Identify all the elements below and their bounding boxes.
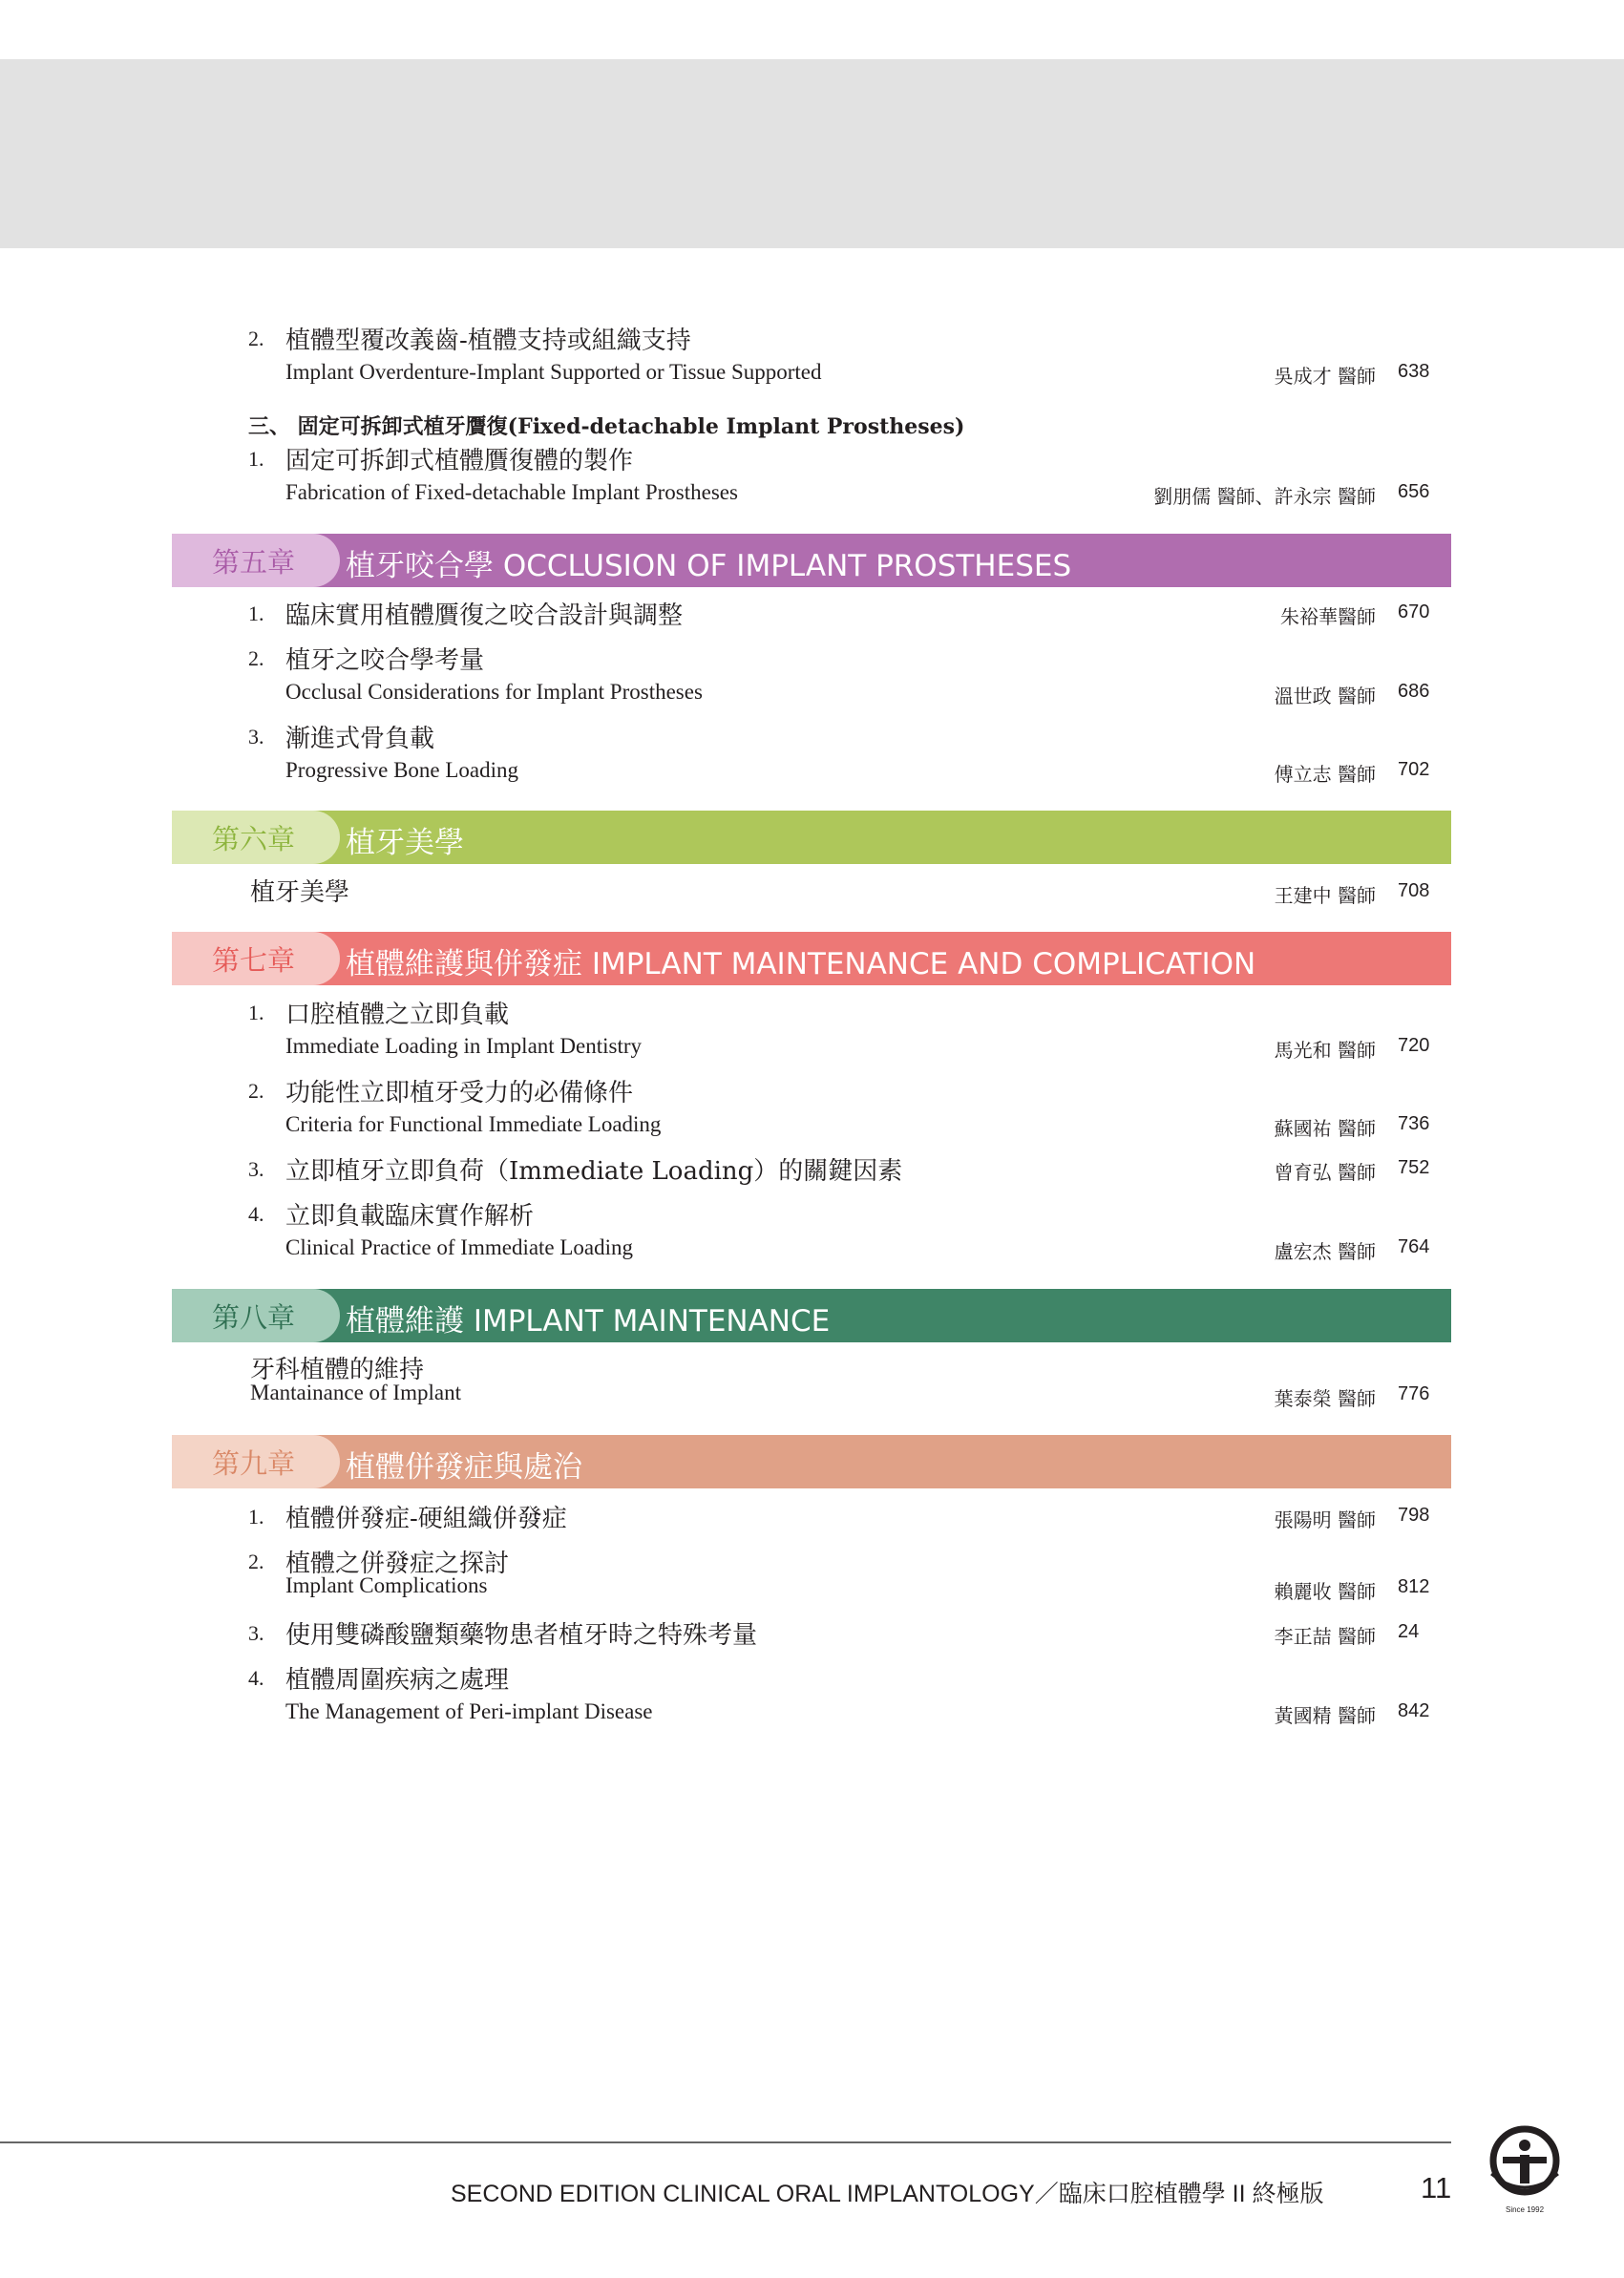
chapter-label: 第八章 (212, 1301, 296, 1334)
top-header-band (0, 59, 1624, 248)
item-page: 708 (1398, 880, 1430, 901)
item-number: 2. (248, 1079, 264, 1103)
item-page: 670 (1398, 601, 1430, 622)
item-number: 2. (248, 1550, 264, 1573)
item-page: 798 (1398, 1505, 1430, 1526)
item-author: 張陽明 醫師 (1274, 1508, 1376, 1531)
chapter-5-header (172, 534, 1451, 587)
item-title-zh: 植牙之咬合學考量 (285, 646, 485, 675)
chapter-9-header (172, 1435, 1451, 1488)
item-page: 752 (1398, 1157, 1430, 1178)
item-page: 736 (1398, 1113, 1430, 1134)
item-title-zh: 口腔植體之立即負載 (285, 1001, 510, 1029)
item-page: 24 (1398, 1621, 1420, 1642)
chapter-title: 植體維護與併發症 IMPLANT MAINTENANCE AND COMPLICATION (346, 947, 1256, 981)
item-author: 傅立志 醫師 (1274, 763, 1376, 786)
item-title-en: Fabrication of Fixed-detachable Implant Prostheses (285, 480, 738, 504)
item-title-zh: 立即植牙立即負荷（Immediate Loading）的關鍵因素 (285, 1157, 903, 1186)
item-page: 702 (1398, 759, 1430, 780)
item-page: 720 (1398, 1035, 1430, 1056)
item-title-zh: 使用雙磷酸鹽類藥物患者植牙時之特殊考量 (285, 1621, 758, 1650)
item-title-en: Clinical Practice of Immediate Loading (285, 1235, 634, 1259)
chapter-label: 第五章 (212, 546, 296, 579)
item-page: 686 (1398, 681, 1430, 702)
chapter-8-header (172, 1289, 1451, 1342)
item-title-en: Mantainance of Implant (250, 1381, 461, 1404)
item-title-en: Occlusal Considerations for Implant Prostheses (285, 680, 703, 704)
item-title-zh: 漸進式骨負載 (285, 725, 435, 753)
item-page: 812 (1398, 1576, 1430, 1597)
item-title-zh: 植體併發症-硬組織併發症 (285, 1505, 567, 1533)
item-title-zh: 牙科植體的維持 (250, 1356, 425, 1384)
chapter-label: 第七章 (212, 944, 296, 977)
item-title-zh: 植牙美學 (250, 878, 350, 907)
item-number: 3. (248, 1621, 264, 1645)
chapter-6-header (172, 811, 1451, 864)
item-title-en: Immediate Loading in Implant Dentistry (285, 1034, 643, 1058)
item-number: 3. (248, 725, 264, 749)
item-page: 776 (1398, 1383, 1430, 1404)
item-title-zh: 立即負載臨床實作解析 (285, 1202, 535, 1231)
item-page: 842 (1398, 1700, 1430, 1721)
item-number: 3. (248, 1157, 264, 1181)
item-page: 764 (1398, 1236, 1430, 1257)
item-number: 1. (248, 1505, 264, 1529)
chapter-label: 第九章 (212, 1447, 296, 1480)
item-author: 盧宏杰 醫師 (1274, 1240, 1376, 1263)
chapter-7-header (172, 932, 1451, 985)
item-author: 葉泰榮 醫師 (1274, 1387, 1376, 1410)
chapter-title: 植牙美學 (346, 826, 464, 860)
chapter-title: 植體併發症與處治 (346, 1450, 582, 1485)
item-author: 曾育弘 醫師 (1274, 1161, 1376, 1184)
section-title: 三、 固定可拆卸式植牙贋復(Fixed-detachable Implant Prostheses) (248, 414, 965, 439)
item-author: 李正喆 醫師 (1274, 1625, 1376, 1648)
item-title-zh: 植體型覆改義齒-植體支持或組織支持 (285, 327, 691, 355)
item-author: 朱裕華醫師 (1280, 605, 1376, 628)
item-number: 4. (248, 1202, 264, 1226)
item-title-en: Criteria for Functional Immediate Loading (285, 1112, 662, 1136)
logo-year: Since 1992 (1505, 2205, 1545, 2214)
item-title-zh: 臨床實用植體贋復之咬合設計與調整 (285, 601, 684, 630)
item-author: 馬光和 醫師 (1274, 1039, 1376, 1062)
item-author: 吳成才 醫師 (1274, 365, 1376, 388)
item-title-zh: 功能性立即植牙受力的必備條件 (285, 1079, 634, 1107)
footer-rule (0, 2141, 1451, 2143)
item-title-zh: 植體周圍疾病之處理 (285, 1666, 510, 1695)
item-page: 656 (1398, 481, 1430, 502)
item-author: 蘇國祐 醫師 (1274, 1117, 1376, 1140)
item-number: 1. (248, 447, 264, 471)
item-author: 黃國精 醫師 (1274, 1704, 1376, 1727)
chapter-title: 植體維護 IMPLANT MAINTENANCE (346, 1304, 831, 1339)
item-number: 1. (248, 601, 264, 625)
item-number: 2. (248, 646, 264, 670)
item-author: 劉朋儒 醫師、許永宗 醫師 (1153, 485, 1376, 508)
item-page: 638 (1398, 361, 1430, 382)
footer-page-number: 11 (1421, 2171, 1452, 2204)
association-logo-icon (1482, 2124, 1568, 2220)
item-author: 溫世政 醫師 (1274, 685, 1376, 707)
item-title-en: Implant Complications (285, 1573, 488, 1597)
item-title-en: Progressive Bone Loading (285, 758, 519, 782)
item-number: 4. (248, 1666, 264, 1690)
chapter-title: 植牙咬合學 OCCLUSION OF IMPLANT PROSTHESES (346, 549, 1072, 583)
item-number: 2. (248, 327, 264, 350)
item-author: 王建中 醫師 (1274, 884, 1376, 907)
item-author: 賴麗收 醫師 (1274, 1580, 1376, 1603)
item-title-en: The Management of Peri-implant Disease (285, 1699, 653, 1723)
item-title-en: Implant Overdenture-Implant Supported or Tissue Supported (285, 360, 822, 384)
item-title-zh: 固定可拆卸式植體贋復體的製作 (285, 447, 634, 475)
chapter-label: 第六章 (212, 823, 296, 855)
item-number: 1. (248, 1001, 264, 1024)
item-title-zh: 植體之併發症之探討 (285, 1550, 510, 1578)
footer-book-title: SECOND EDITION CLINICAL ORAL IMPLANTOLOGY／臨床口腔植體學 II 終極版 (451, 2181, 1324, 2207)
